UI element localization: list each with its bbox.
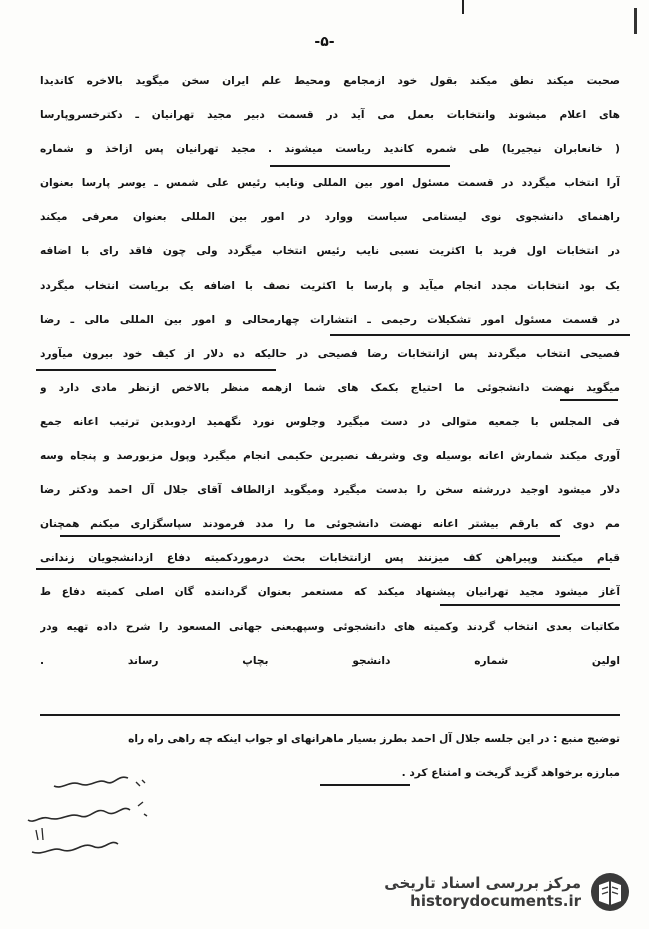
body-line: ( خانعابران نیجیریا) طی شمره کاندید ریاست میشوند . مجید تهرانیان پس ازاخذ و شماره bbox=[40, 143, 620, 156]
body-line: صحبت میکند نطق میکند بقول خود ازمجامع ومحیط علم ایران سخن میگوید بالاخره کاندیدا bbox=[40, 75, 620, 87]
body-line: اولین شماره دانشجو بچاپ رساند . bbox=[40, 654, 620, 667]
body-line: آرا انتخاب میگردد در قسمت مسئول امور بین المللی ونایب رئیس علی شمس ـ یوسر پارسا بعنوان bbox=[40, 177, 620, 190]
underline-rule bbox=[36, 369, 276, 371]
signature-scribble-icon bbox=[18, 770, 168, 880]
body-line: مکاتبات بعدی انتخاب گردند وکمیته های دانشجوئی وسپهبعنی جهانی المسعود را شرح داده تهیه ودر bbox=[40, 620, 620, 633]
body-line: در انتخابات اول فرید با اکثریت نسبی نایب رئیس انتخاب میگردد ولی چون فاقد رای با اضافه bbox=[40, 245, 620, 258]
watermark-title: مرکز بررسی اسناد تاریخی bbox=[384, 874, 581, 892]
page-number: -۵- bbox=[314, 34, 335, 50]
underline-rule bbox=[60, 535, 560, 537]
archive-watermark bbox=[331, 867, 631, 917]
body-line: میگوید نهضت دانشجوئی ما احتیاج بکمک های شما ازهمه منظر بالاخص ازنظر مادی دارد و bbox=[40, 381, 620, 394]
note-line: مبارزه برخواهد گزید گریخت و امتناع کرد . bbox=[401, 767, 620, 780]
body-line: یک بود انتخابات مجدد انجام میآید و پارسا با اکثریت نصف با اضافه یک بریاست انتخاب میگردد bbox=[40, 279, 620, 292]
underline-rule bbox=[36, 568, 610, 570]
body-line: راهنمای دانشجوی نوی لیستامی سیاست ووارد در امور بین المللی بعنوان معرفی میکند bbox=[40, 211, 620, 224]
underline-rule bbox=[560, 399, 618, 401]
body-line: های اعلام میشوند وانتخابات بعمل می آید در قسمت دبیر مجید تهرانیان ـ دکترخسروپارسا bbox=[40, 109, 620, 122]
archive-logo-icon bbox=[589, 871, 631, 913]
body-line: فصیحی انتخاب میگردند پس ازانتخابات رضا فصیحی در حالیکه ده دلار از کیف خود بیرون میآورد bbox=[40, 347, 620, 360]
body-line: دلار میشود اوجید دررشته سخن را بدست میگیرد ومیگوید ازالطاف آقای جلال آل احمد ودکتر رضا bbox=[40, 484, 620, 497]
underline-rule bbox=[270, 165, 450, 167]
body-line: قیام میکنند وپیراهن کف میزنند پس ازانتخابات بحث درموردکمیته دفاع ازدانشجویان زندانی bbox=[40, 552, 620, 565]
handwritten-signature bbox=[18, 770, 168, 880]
underline-rule bbox=[440, 604, 620, 606]
underline-rule bbox=[40, 714, 620, 716]
watermark-url: historydocuments.ir bbox=[410, 892, 581, 910]
body-line: فی المجلس با جمعیه متوالی در دست میگیرد وجلوس نورد نگهمید اردوبدین ترتیب اعانه جمع bbox=[40, 415, 620, 428]
body-line: در قسمت مسئول امور تشکیلات رحیمی ـ انتشارات چهارمحالی و امور بین المللی مالی ـ رضا bbox=[40, 313, 620, 326]
note-line: توضیح منبع : در این جلسه جلال آل احمد بطرز بسیار ماهرانهای او جواب اینکه چه راهی راه راه bbox=[128, 733, 620, 745]
body-line: مم دوی که بارقم بیشتر اعانه نهضت دانشجوئی ما را مدد فرمودند سپاسگزاری میکنم همچنان bbox=[40, 518, 620, 531]
scan-mark bbox=[462, 0, 464, 14]
body-line: آغاز میشود مجید تهرانیان پیشنهاد میکند که مستعمر بعنوان گرداننده گان اصلی کمیته دفاع ط bbox=[40, 586, 620, 599]
underline-rule bbox=[330, 334, 630, 336]
scan-edge-mark bbox=[634, 8, 637, 34]
body-line: آوری میکند شمارش اعانه بوسیله وی وشریف نصیرین حکیمی انجام میگیرد وپول مزبورصد و پنجاه وسه bbox=[40, 450, 620, 463]
